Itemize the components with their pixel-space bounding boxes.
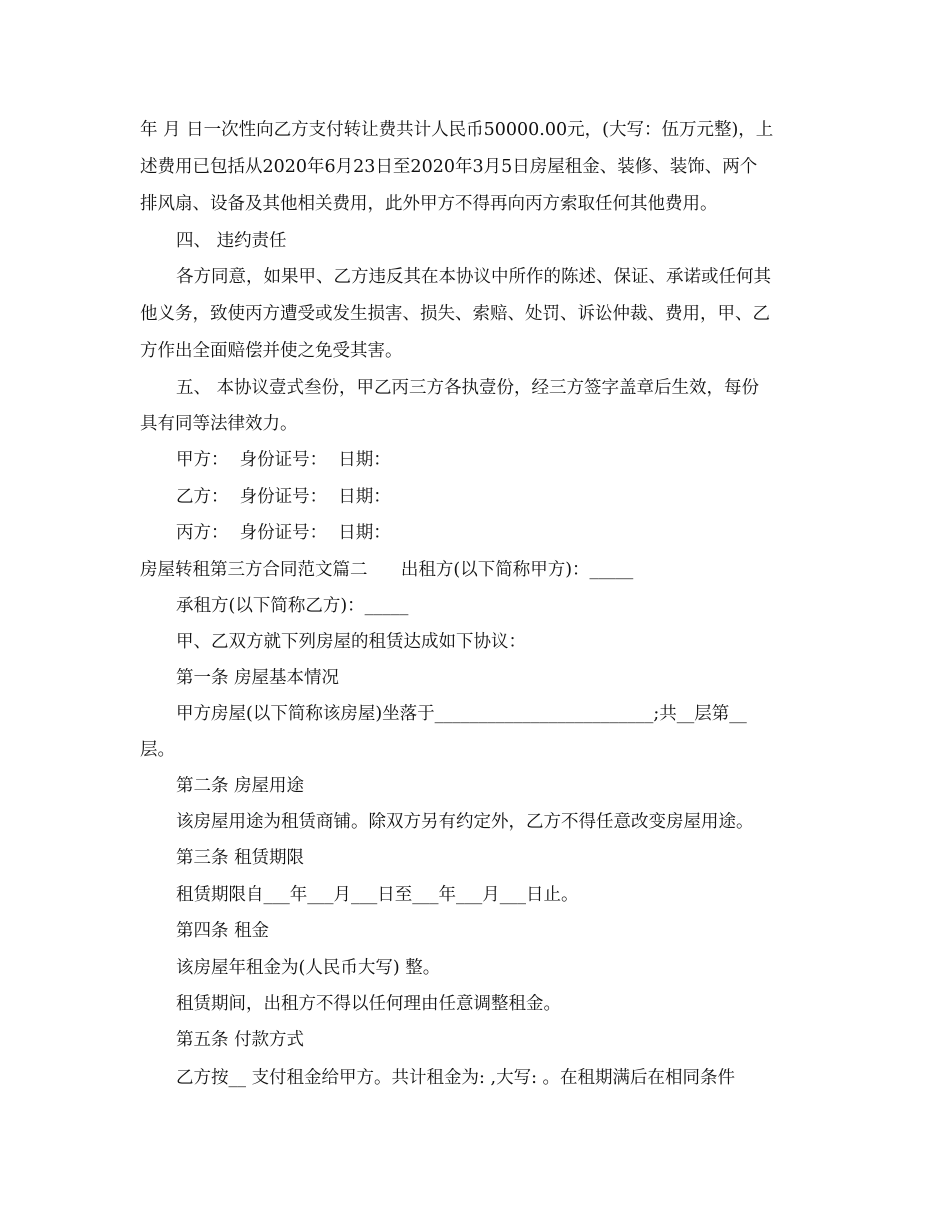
text-line: 述费用已包括从2020年6月23日至2020年3月5日房屋租金、装修、装饰、两个 bbox=[140, 157, 758, 177]
text-line: 租赁期间，出租方不得以任何理由任意调整租金。 bbox=[176, 994, 561, 1014]
text-line: 年 月 日一次性向乙方支付转让费共计人民币50000.00元，(大写：伍万元整)，上 bbox=[140, 120, 774, 140]
text-line: 层。 bbox=[140, 740, 175, 760]
text-line: 各方同意，如果甲、乙方违反其在本协议中所作的陈述、保证、承诺或任何其 bbox=[176, 267, 771, 287]
text-line: 该房屋用途为租赁商铺。除双方另有约定外，乙方不得任意改变房屋用途。 bbox=[176, 812, 754, 832]
article-heading: 第一条 房屋基本情况 bbox=[176, 668, 340, 688]
signature-line-party-c: 丙方： 身份证号： 日期： bbox=[176, 523, 391, 543]
article-heading: 第五条 付款方式 bbox=[176, 1030, 305, 1050]
signature-line-party-b: 乙方： 身份证号： 日期： bbox=[176, 487, 391, 507]
text-line: 该房屋年租金为(人民币大写) 整。 bbox=[176, 958, 441, 978]
text-line: 五、 本协议壹式叁份，甲乙丙三方各执壹份，经三方签字盖章后生效，每份 bbox=[176, 378, 760, 398]
section-heading: 四、 违约责任 bbox=[176, 231, 287, 251]
text-line: 乙方按__ 支付租金给甲方。共计租金为: ,大写: 。在租期满后在相同条件 bbox=[176, 1068, 736, 1088]
text-line: 排风扇、设备及其他相关费用，此外甲方不得再向丙方索取任何其他费用。 bbox=[140, 194, 718, 214]
article-heading: 第二条 房屋用途 bbox=[176, 776, 305, 796]
text-line: 他义务，致使丙方遭受或发生损害、损失、索赔、处罚、诉讼仲裁、费用，甲、乙 bbox=[140, 304, 770, 324]
text-line: 具有同等法律效力。 bbox=[140, 414, 298, 434]
text-line: 方作出全面赔偿并使之免受其害。 bbox=[140, 341, 403, 361]
text-line: 承租方(以下简称乙方)：_____ bbox=[176, 596, 409, 616]
text-line: 甲、乙双方就下列房屋的租赁达成如下协议： bbox=[176, 632, 526, 652]
section-title: 房屋转租第三方合同范文篇二 出租方(以下简称甲方)：_____ bbox=[140, 560, 634, 580]
text-line: 租赁期限自___年___月___日至___年___月___日止。 bbox=[176, 885, 579, 905]
article-heading: 第四条 租金 bbox=[176, 921, 270, 941]
article-heading: 第三条 租赁期限 bbox=[176, 848, 305, 868]
text-line: 甲方房屋(以下简称该房屋)坐落于_________________________;共__层第__ bbox=[176, 704, 747, 724]
signature-line-party-a: 甲方： 身份证号： 日期： bbox=[176, 450, 391, 470]
